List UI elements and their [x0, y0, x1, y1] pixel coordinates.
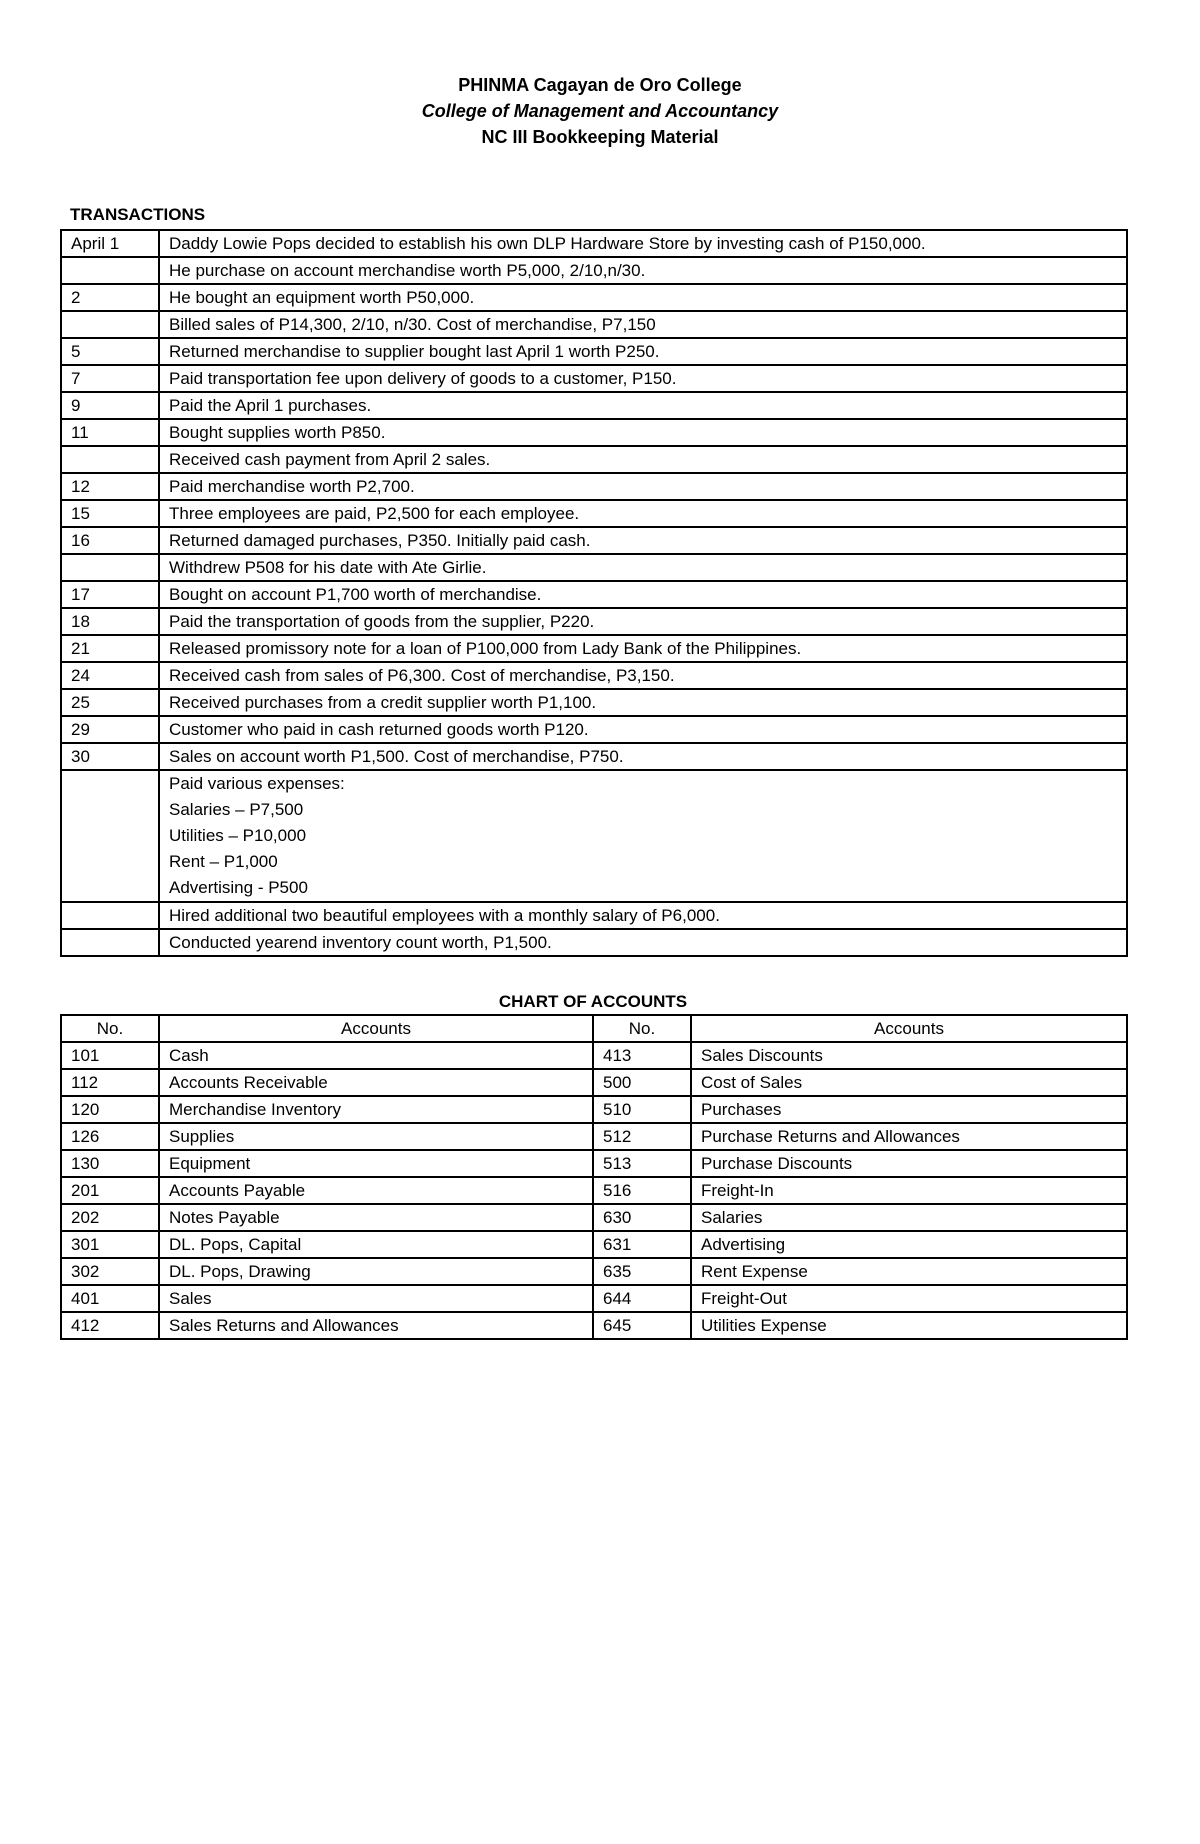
transaction-row: [61, 365, 1127, 392]
header-material: NC III Bookkeeping Material: [481, 127, 719, 147]
coa-number: 126: [61, 1123, 159, 1150]
transaction-date: April 1: [61, 230, 159, 257]
transaction-description: Received cash from sales of P6,300. Cost of merchandise, P3,150.: [159, 662, 1127, 689]
transaction-description: Conducted yearend inventory count worth, P1,500.: [159, 929, 1127, 956]
transaction-row: [61, 500, 1127, 527]
transaction-row: [61, 527, 1127, 554]
coa-number: 130: [61, 1150, 159, 1177]
coa-row: [61, 1204, 1127, 1231]
coa-number: 631: [593, 1231, 691, 1258]
coa-account-name: Cash: [159, 1042, 593, 1069]
coa-account-name: Purchase Returns and Allowances: [691, 1123, 1127, 1150]
coa-account-name: Sales Returns and Allowances: [159, 1312, 593, 1339]
transaction-date: 2: [61, 284, 159, 311]
transaction-date: 16: [61, 527, 159, 554]
transaction-date: 29: [61, 716, 159, 743]
transaction-row: [61, 230, 1127, 257]
coa-number: 120: [61, 1096, 159, 1123]
transaction-row: [61, 392, 1127, 419]
transaction-date: 18: [61, 608, 159, 635]
transaction-description: Received cash payment from April 2 sales.: [159, 446, 1127, 473]
transaction-row: [61, 554, 1127, 581]
coa-account-name: Utilities Expense: [691, 1312, 1127, 1339]
transaction-date: 15: [61, 500, 159, 527]
transaction-date: [61, 929, 159, 956]
transaction-date: 30: [61, 743, 159, 770]
transaction-description: Returned damaged purchases, P350. Initially paid cash.: [159, 527, 1127, 554]
transaction-description: He bought an equipment worth P50,000.: [159, 284, 1127, 311]
transaction-date: 17: [61, 581, 159, 608]
coa-row: [61, 1096, 1127, 1123]
transaction-row: [61, 770, 1127, 902]
coa-row: [61, 1150, 1127, 1177]
coa-number: 635: [593, 1258, 691, 1285]
transaction-date: 7: [61, 365, 159, 392]
coa-number: 401: [61, 1285, 159, 1312]
transaction-row: [61, 419, 1127, 446]
coa-account-name: Rent Expense: [691, 1258, 1127, 1285]
coa-account-name: Purchase Discounts: [691, 1150, 1127, 1177]
coa-row: [61, 1069, 1127, 1096]
transaction-row: [61, 311, 1127, 338]
coa-account-name: Salaries: [691, 1204, 1127, 1231]
coa-number: 302: [61, 1258, 159, 1285]
coa-row: [61, 1312, 1127, 1339]
transaction-row: [61, 608, 1127, 635]
transaction-date: 5: [61, 338, 159, 365]
chart-of-accounts-body: [61, 1042, 1127, 1339]
transaction-date: [61, 311, 159, 338]
coa-row: [61, 1258, 1127, 1285]
coa-account-name: Accounts Receivable: [159, 1069, 593, 1096]
chart-of-accounts-title: CHART OF ACCOUNTS: [498, 992, 688, 1011]
transaction-description: Sales on account worth P1,500. Cost of merchandise, P750.: [159, 743, 1127, 770]
coa-number: 412: [61, 1312, 159, 1339]
coa-number: 202: [61, 1204, 159, 1231]
coa-header-row: [61, 1015, 1127, 1042]
coa-row: [61, 1177, 1127, 1204]
transaction-row: [61, 473, 1127, 500]
coa-row: [61, 1231, 1127, 1258]
transaction-row: [61, 689, 1127, 716]
coa-header-no-right: No.: [593, 1015, 691, 1042]
transaction-description: Customer who paid in cash returned goods worth P120.: [159, 716, 1127, 743]
coa-number: 112: [61, 1069, 159, 1096]
transaction-description: Paid the April 1 purchases.: [159, 392, 1127, 419]
coa-account-name: Sales Discounts: [691, 1042, 1127, 1069]
header-college: College of Management and Accountancy: [421, 101, 779, 121]
transaction-row: [61, 284, 1127, 311]
chart-of-accounts-table: [60, 1014, 1128, 1340]
coa-number: 630: [593, 1204, 691, 1231]
transaction-row: [61, 929, 1127, 956]
transaction-row: [61, 446, 1127, 473]
transaction-description: Bought supplies worth P850.: [159, 419, 1127, 446]
coa-account-name: DL. Pops, Capital: [159, 1231, 593, 1258]
coa-account-name: Accounts Payable: [159, 1177, 593, 1204]
header-institution: PHINMA Cagayan de Oro College: [458, 75, 742, 95]
transaction-description-line: Rent – P1,000: [169, 852, 278, 871]
coa-account-name: Advertising: [691, 1231, 1127, 1258]
transaction-row: [61, 662, 1127, 689]
transaction-date: [61, 554, 159, 581]
coa-account-name: Equipment: [159, 1150, 593, 1177]
coa-number: 201: [61, 1177, 159, 1204]
coa-account-name: DL. Pops, Drawing: [159, 1258, 593, 1285]
transaction-description: Paid transportation fee upon delivery of goods to a customer, P150.: [159, 365, 1127, 392]
coa-account-name: Sales: [159, 1285, 593, 1312]
transactions-table-body: [61, 230, 1127, 956]
transaction-description: Returned merchandise to supplier bought last April 1 worth P250.: [159, 338, 1127, 365]
coa-account-name: Freight-Out: [691, 1285, 1127, 1312]
transaction-date: 9: [61, 392, 159, 419]
transaction-date: [61, 446, 159, 473]
coa-number: 510: [593, 1096, 691, 1123]
transaction-description-line: Paid various expenses:: [169, 774, 345, 793]
transaction-date: [61, 257, 159, 284]
transaction-description: Daddy Lowie Pops decided to establish his own DLP Hardware Store by investing cash of P150,000.: [159, 230, 1127, 257]
transaction-row: [61, 338, 1127, 365]
transaction-description-line: Advertising - P500: [169, 878, 308, 897]
coa-number: 645: [593, 1312, 691, 1339]
coa-account-name: Cost of Sales: [691, 1069, 1127, 1096]
transactions-title: TRANSACTIONS: [70, 205, 206, 224]
coa-number: 513: [593, 1150, 691, 1177]
coa-account-name: Supplies: [159, 1123, 593, 1150]
transaction-description: Received purchases from a credit supplier worth P1,100.: [159, 689, 1127, 716]
transaction-row: [61, 581, 1127, 608]
transaction-description-line: Salaries – P7,500: [169, 800, 304, 819]
transaction-date: 11: [61, 419, 159, 446]
coa-number: 500: [593, 1069, 691, 1096]
coa-account-name: Purchases: [691, 1096, 1127, 1123]
transaction-description: Bought on account P1,700 worth of merchandise.: [159, 581, 1127, 608]
transaction-description-line: Utilities – P10,000: [169, 826, 307, 845]
transaction-date: 12: [61, 473, 159, 500]
transaction-description: Three employees are paid, P2,500 for each employee.: [159, 500, 1127, 527]
coa-row: [61, 1285, 1127, 1312]
coa-number: 101: [61, 1042, 159, 1069]
transaction-description: Released promissory note for a loan of P100,000 from Lady Bank of the Philippines.: [159, 635, 1127, 662]
transaction-date: 21: [61, 635, 159, 662]
transaction-row: [61, 902, 1127, 929]
coa-row: [61, 1042, 1127, 1069]
coa-account-name: Notes Payable: [159, 1204, 593, 1231]
transaction-date: 25: [61, 689, 159, 716]
transaction-description: Paid the transportation of goods from the supplier, P220.: [159, 608, 1127, 635]
transaction-date: [61, 770, 159, 902]
transactions-table: [60, 229, 1128, 957]
coa-account-name: Merchandise Inventory: [159, 1096, 593, 1123]
coa-number: 301: [61, 1231, 159, 1258]
transaction-description: [159, 770, 1127, 902]
coa-number: 644: [593, 1285, 691, 1312]
coa-account-name: Freight-In: [691, 1177, 1127, 1204]
coa-number: 516: [593, 1177, 691, 1204]
transaction-date: [61, 902, 159, 929]
transaction-row: [61, 743, 1127, 770]
transaction-description: Paid merchandise worth P2,700.: [159, 473, 1127, 500]
transaction-row: [61, 716, 1127, 743]
transaction-description: Billed sales of P14,300, 2/10, n/30. Cost of merchandise, P7,150: [159, 311, 1127, 338]
transaction-description: He purchase on account merchandise worth P5,000, 2/10,n/30.: [159, 257, 1127, 284]
transaction-row: [61, 257, 1127, 284]
transaction-row: [61, 635, 1127, 662]
coa-header-no-left: No.: [61, 1015, 159, 1042]
coa-number: 413: [593, 1042, 691, 1069]
coa-number: 512: [593, 1123, 691, 1150]
transaction-description: Withdrew P508 for his date with Ate Girlie.: [159, 554, 1127, 581]
coa-header-accounts-right: Accounts: [691, 1015, 1127, 1042]
transaction-date: 24: [61, 662, 159, 689]
coa-header-accounts-left: Accounts: [159, 1015, 593, 1042]
document-header: [0, 72, 1200, 150]
coa-row: [61, 1123, 1127, 1150]
transaction-description: Hired additional two beautiful employees with a monthly salary of P6,000.: [159, 902, 1127, 929]
